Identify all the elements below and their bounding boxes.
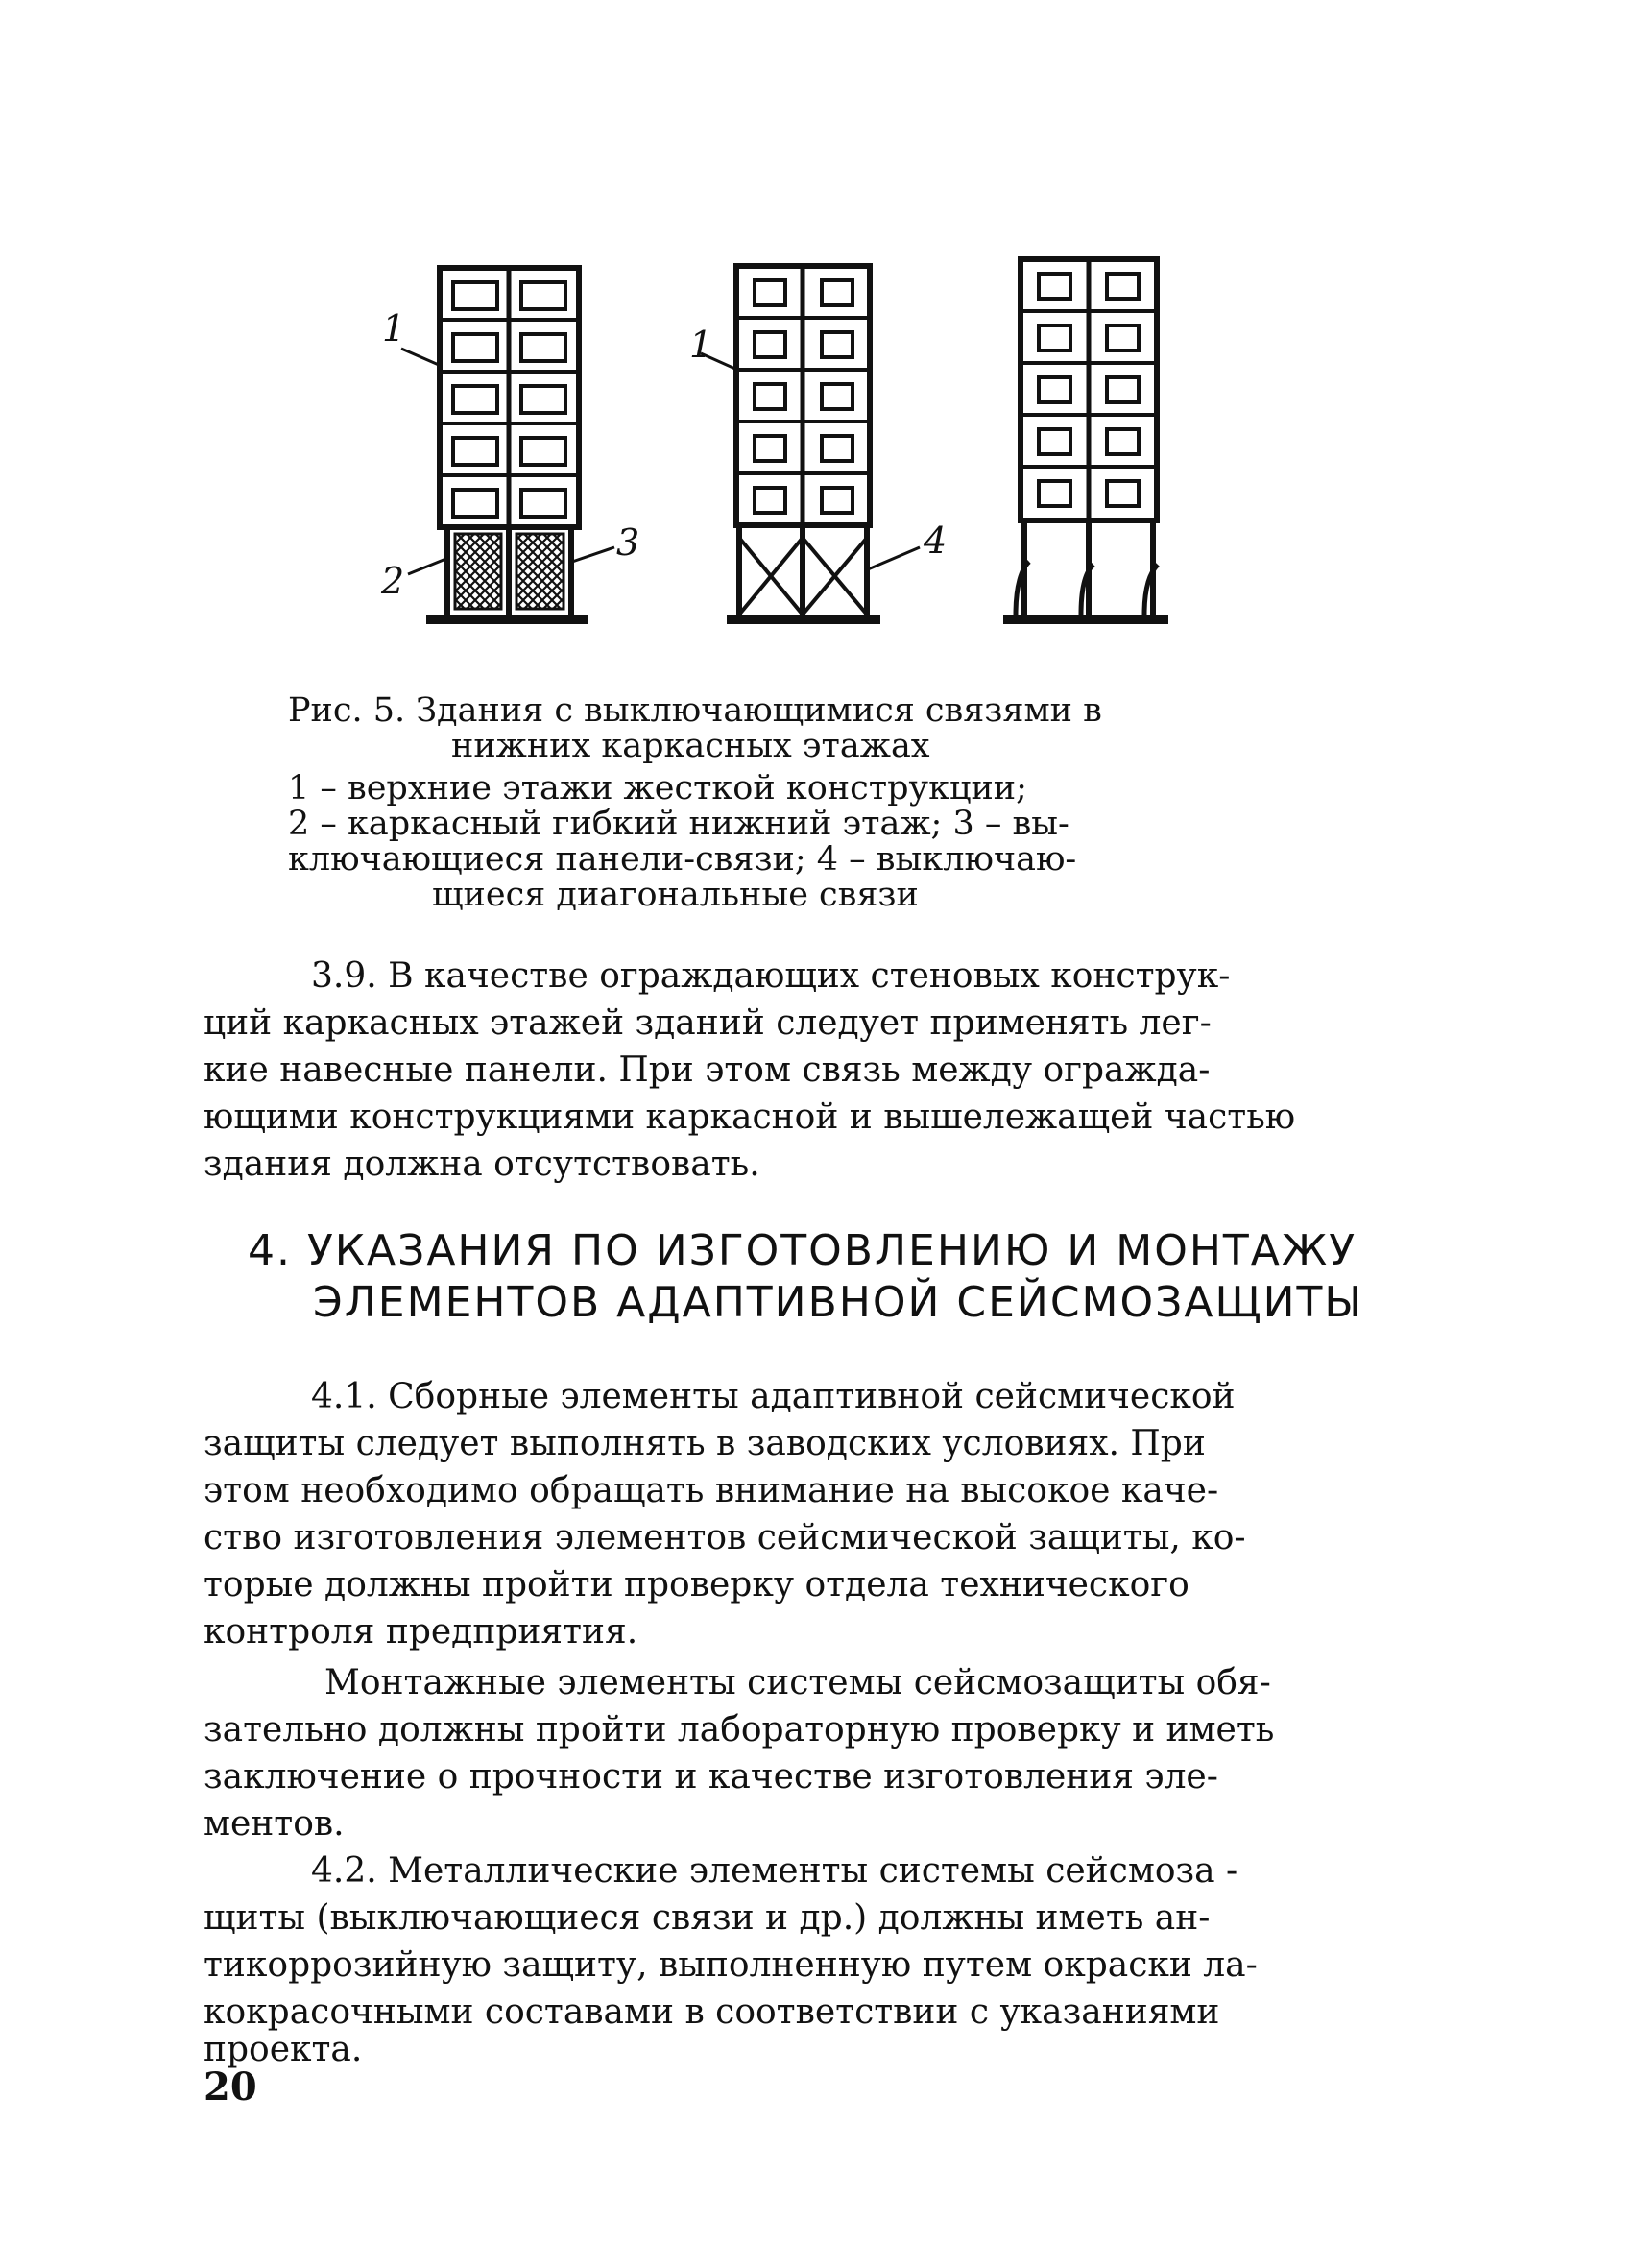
- p41-line-2: защиты следует выполнять в заводских условиях. При: [204, 1424, 1206, 1463]
- figure-label-4: 4: [924, 519, 948, 562]
- p39-line-1: 3.9. В качестве ограждающих стеновых конструк-: [311, 956, 1231, 996]
- p41-line-4: ство изготовления элементов сейсмической защиты, ко-: [204, 1518, 1246, 1557]
- p41-line-5: торые должны пройти проверку отдела технического: [204, 1565, 1189, 1604]
- section-4-heading: [248, 1225, 1363, 1329]
- legend-line-2: 2 – каркасный гибкий нижний этаж; 3 – вы-: [288, 805, 1069, 843]
- legend-line-4: щиеся диагональные связи: [432, 876, 919, 914]
- p42-line-1: 4.2. Металлические элементы системы сейсмоза -: [311, 1851, 1238, 1891]
- p39-line-2: ций каркасных этажей зданий следует применять лег-: [204, 1003, 1212, 1043]
- p41b-line-3: заключение о прочности и качестве изготовления эле-: [204, 1757, 1218, 1797]
- building-2: [701, 266, 920, 624]
- figure-label-2: 2: [381, 560, 405, 602]
- p41b-line-4: ментов.: [204, 1804, 345, 1844]
- p41-line-6: контроля предприятия.: [204, 1612, 638, 1652]
- p41b-line-2: зательно должны пройти лабораторную проверку и иметь: [204, 1710, 1275, 1749]
- paragraph-3-9: [204, 953, 1452, 1188]
- p42-line-3: тикоррозийную защиту, выполненную путем окраски ла-: [204, 1945, 1258, 1985]
- p42-line-5: проекта.: [204, 2030, 363, 2069]
- p41-line-3: этом необходимо обращать внимание на высокое каче-: [204, 1471, 1219, 1510]
- caption-line-2: нижних каркасных этажах: [451, 727, 930, 765]
- figure-buildings: [0, 0, 1633, 672]
- paragraph-4-1: [204, 1373, 1452, 1655]
- figure-label-1a: 1: [382, 307, 406, 350]
- p42-line-2: щиты (выключающиеся связи и др.) должны иметь ан-: [204, 1898, 1211, 1938]
- p42-line-4: кокрасочными составами в соответствии с указаниями: [204, 1992, 1220, 2032]
- heading-line-2: ЭЛЕМЕНТОВ АДАПТИВНОЙ СЕЙСМОЗАЩИТЫ: [313, 1278, 1364, 1327]
- p41b-line-1: Монтажные элементы системы сейсмозащиты обя-: [324, 1663, 1271, 1702]
- page-number: 20: [204, 2064, 257, 2110]
- p41-line-1: 4.1. Сборные элементы адаптивной сейсмической: [311, 1377, 1236, 1416]
- paragraph-4-2: [204, 1847, 1452, 2069]
- figure-label-3: 3: [616, 521, 640, 564]
- legend-line-1: 1 – верхние этажи жесткой конструкции;: [288, 769, 1027, 808]
- heading-line-1: 4. УКАЗАНИЯ ПО ИЗГОТОВЛЕНИЮ И МОНТАЖУ: [248, 1226, 1357, 1275]
- caption-line-1: Рис. 5. Здания с выключающимися связями в: [288, 691, 1102, 730]
- p39-line-4: ющими конструкциями каркасной и вышележащей частью: [204, 1098, 1296, 1137]
- paragraph-4-1-mounting: [204, 1659, 1452, 1847]
- building-1: [401, 268, 614, 624]
- figure-label-1b: 1: [689, 324, 713, 366]
- p39-line-5: здания должна отсутствовать.: [204, 1145, 760, 1184]
- p39-line-3: кие навесные панели. При этом связь между огражда-: [204, 1050, 1211, 1090]
- figure-caption: [288, 693, 1102, 764]
- figure-legend: [288, 771, 1076, 913]
- building-3: [1003, 259, 1168, 624]
- legend-line-3: ключающиеся панели-связи; 4 – выключаю-: [288, 840, 1077, 879]
